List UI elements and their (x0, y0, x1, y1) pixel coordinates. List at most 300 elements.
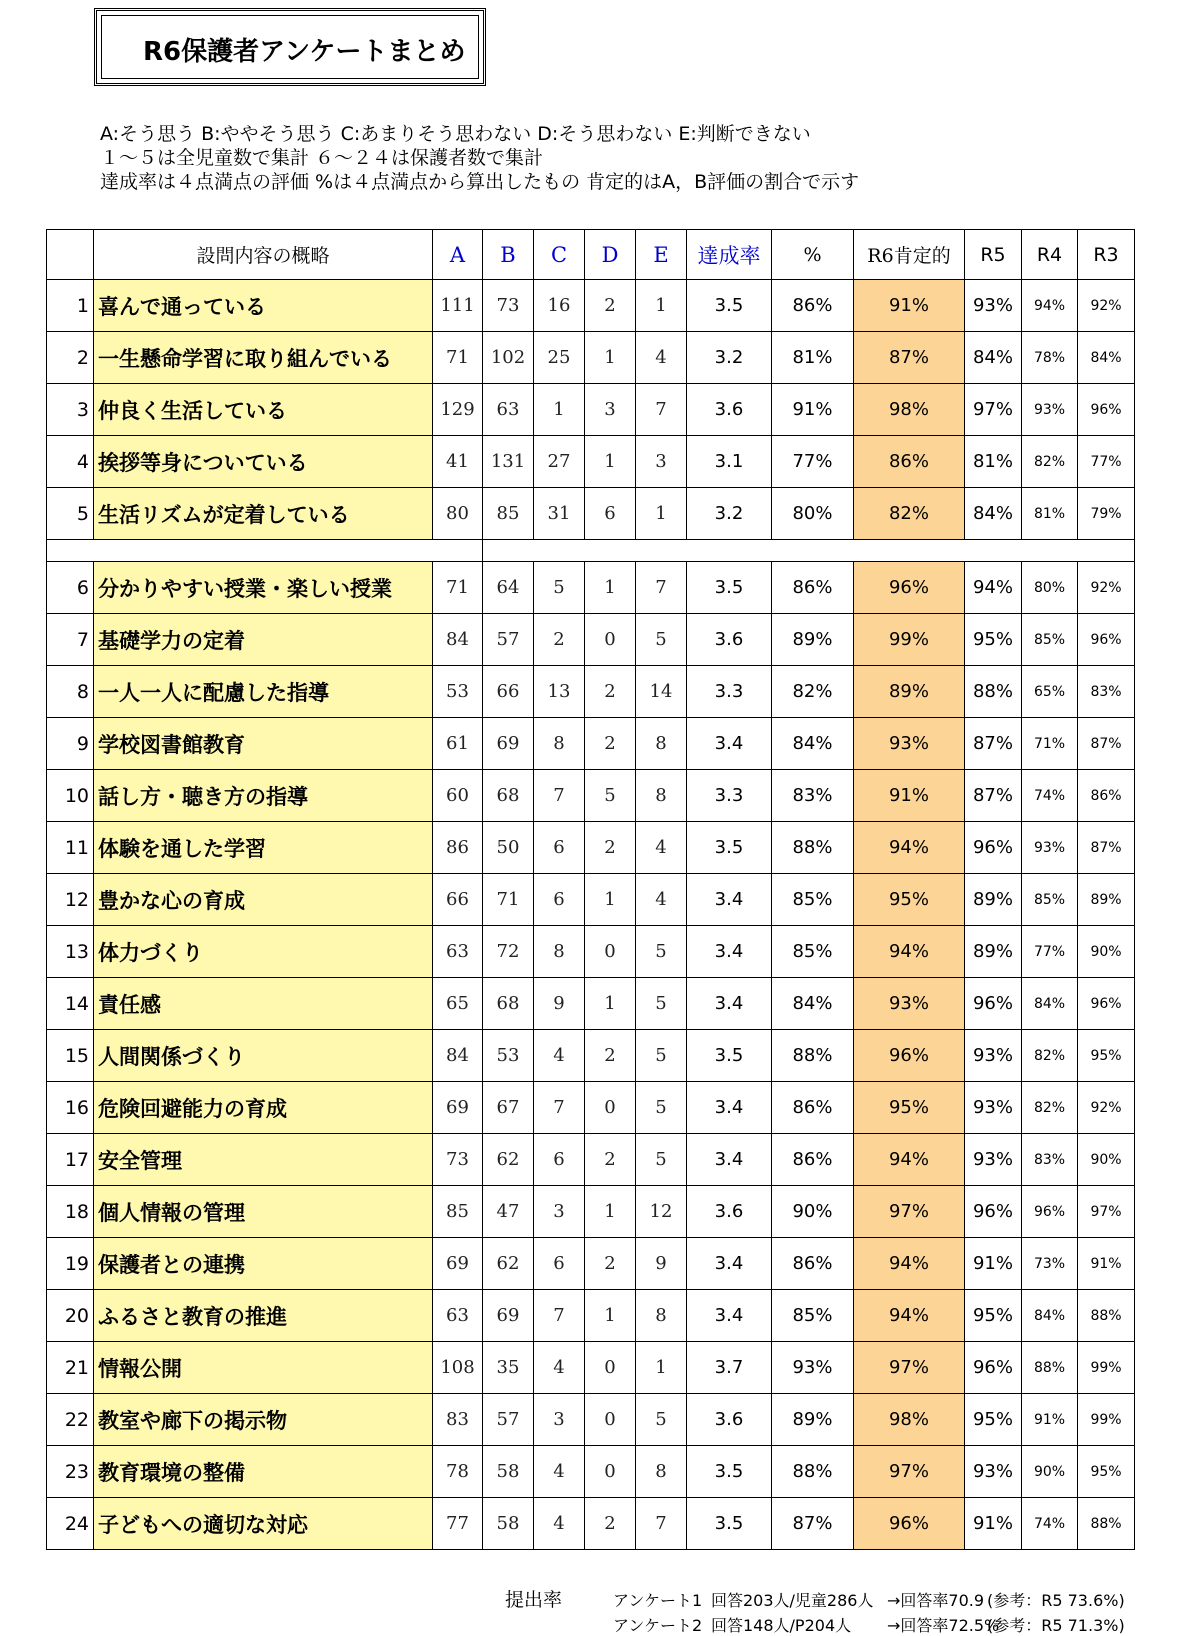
count-e: 1 (636, 1342, 687, 1394)
r5-value: 96% (965, 822, 1022, 874)
r6-positive: 93% (854, 718, 965, 770)
table-row (47, 770, 1135, 822)
count-a: 73 (433, 1134, 483, 1186)
r3-value: 89% (1078, 874, 1135, 926)
row-number: 19 (47, 1238, 94, 1290)
r3-value: 95% (1078, 1030, 1135, 1082)
count-e: 4 (636, 332, 687, 384)
r5-value: 89% (965, 874, 1022, 926)
count-c: 7 (534, 770, 585, 822)
count-e: 8 (636, 1290, 687, 1342)
header-r4: R4 (1022, 230, 1078, 280)
r5-value: 95% (965, 1290, 1022, 1342)
r6-positive: 94% (854, 926, 965, 978)
count-d: 1 (585, 1186, 636, 1238)
r5-value: 96% (965, 978, 1022, 1030)
count-b: 68 (483, 978, 534, 1030)
achievement-score: 3.1 (687, 436, 772, 488)
achievement-score: 3.5 (687, 822, 772, 874)
table-row (47, 822, 1135, 874)
r4-value: 81% (1022, 488, 1078, 540)
gap-body (47, 540, 1135, 562)
count-a: 69 (433, 1238, 483, 1290)
table-row (47, 1186, 1135, 1238)
question-text: 危険回避能力の育成 (94, 1082, 433, 1134)
r4-value: 85% (1022, 614, 1078, 666)
r6-positive: 94% (854, 1290, 965, 1342)
count-a: 41 (433, 436, 483, 488)
title-box (94, 8, 486, 86)
row-number: 12 (47, 874, 94, 926)
percent-score: 82% (772, 666, 854, 718)
count-e: 5 (636, 1082, 687, 1134)
r4-value: 74% (1022, 770, 1078, 822)
header-d: D (585, 230, 636, 280)
count-c: 6 (534, 1238, 585, 1290)
question-text: ふるさと教育の推進 (94, 1290, 433, 1342)
r4-value: 80% (1022, 562, 1078, 614)
row-number: 16 (47, 1082, 94, 1134)
r3-value: 84% (1078, 332, 1135, 384)
r6-positive: 97% (854, 1446, 965, 1498)
achievement-score: 3.2 (687, 488, 772, 540)
achievement-score: 3.7 (687, 1342, 772, 1394)
percent-score: 87% (772, 1498, 854, 1550)
count-a: 63 (433, 926, 483, 978)
r3-value: 90% (1078, 1134, 1135, 1186)
achievement-score: 3.4 (687, 926, 772, 978)
r6-positive: 99% (854, 614, 965, 666)
count-a: 60 (433, 770, 483, 822)
r6-positive: 87% (854, 332, 965, 384)
row-number: 22 (47, 1394, 94, 1446)
r5-value: 89% (965, 926, 1022, 978)
gap-cell (47, 540, 94, 562)
achievement-score: 3.5 (687, 1446, 772, 1498)
percent-score: 81% (772, 332, 854, 384)
percent-score: 88% (772, 1030, 854, 1082)
r4-value: 93% (1022, 822, 1078, 874)
r3-value: 87% (1078, 822, 1135, 874)
achievement-score: 3.4 (687, 1134, 772, 1186)
count-c: 6 (534, 874, 585, 926)
row-number: 17 (47, 1134, 94, 1186)
r6-positive: 95% (854, 874, 965, 926)
count-d: 1 (585, 562, 636, 614)
count-e: 5 (636, 926, 687, 978)
question-text: 人間関係づくり (94, 1030, 433, 1082)
count-d: 2 (585, 718, 636, 770)
r3-value: 99% (1078, 1342, 1135, 1394)
r6-positive: 94% (854, 822, 965, 874)
question-text: 挨拶等身についている (94, 436, 433, 488)
count-b: 53 (483, 1030, 534, 1082)
count-e: 8 (636, 770, 687, 822)
survey1-rate: →回答率70.9 (887, 1591, 985, 1610)
r4-value: 71% (1022, 718, 1078, 770)
achievement-score: 3.6 (687, 384, 772, 436)
survey2-line (613, 1613, 1125, 1636)
percent-score: 85% (772, 874, 854, 926)
count-c: 25 (534, 332, 585, 384)
r5-value: 91% (965, 1498, 1022, 1550)
question-text: 責任感 (94, 978, 433, 1030)
count-b: 62 (483, 1134, 534, 1186)
survey2-responses: 回答148人/P204人 (711, 1616, 852, 1635)
question-text: 基礎学力の定着 (94, 614, 433, 666)
percent-score: 88% (772, 1446, 854, 1498)
r5-value: 87% (965, 770, 1022, 822)
question-text: 教育環境の整備 (94, 1446, 433, 1498)
count-e: 5 (636, 1134, 687, 1186)
r5-value: 94% (965, 562, 1022, 614)
question-text: 生活リズムが定着している (94, 488, 433, 540)
table-row (47, 1082, 1135, 1134)
r4-value: 78% (1022, 332, 1078, 384)
question-text: 話し方・聴き方の指導 (94, 770, 433, 822)
count-c: 5 (534, 562, 585, 614)
r4-value: 82% (1022, 1030, 1078, 1082)
table-row (47, 874, 1135, 926)
count-c: 6 (534, 1134, 585, 1186)
header-no (47, 230, 94, 280)
r5-value: 93% (965, 1446, 1022, 1498)
r5-value: 84% (965, 332, 1022, 384)
r6-positive: 93% (854, 978, 965, 1030)
count-e: 5 (636, 1030, 687, 1082)
question-text: 一生懸命学習に取り組んでいる (94, 332, 433, 384)
r5-value: 84% (965, 488, 1022, 540)
survey1-ref: (参考：R5 73.6%) (987, 1591, 1125, 1610)
count-b: 63 (483, 384, 534, 436)
r4-value: 96% (1022, 1186, 1078, 1238)
count-b: 57 (483, 614, 534, 666)
r6-positive: 97% (854, 1342, 965, 1394)
achievement-score: 3.5 (687, 1498, 772, 1550)
count-d: 0 (585, 1342, 636, 1394)
r3-value: 96% (1078, 614, 1135, 666)
percent-score: 85% (772, 926, 854, 978)
survey1-name: アンケート1 (613, 1591, 703, 1610)
table-row (47, 1238, 1135, 1290)
header-percent: % (772, 230, 854, 280)
r4-value: 93% (1022, 384, 1078, 436)
row-number: 15 (47, 1030, 94, 1082)
r5-value: 95% (965, 1394, 1022, 1446)
table-row (47, 614, 1135, 666)
count-e: 12 (636, 1186, 687, 1238)
percent-score: 83% (772, 770, 854, 822)
count-e: 8 (636, 718, 687, 770)
percent-score: 89% (772, 1394, 854, 1446)
count-d: 2 (585, 1498, 636, 1550)
achievement-score: 3.5 (687, 280, 772, 332)
gap-row (47, 540, 1135, 562)
question-text: 教室や廊下の掲示物 (94, 1394, 433, 1446)
count-a: 71 (433, 332, 483, 384)
r3-value: 87% (1078, 718, 1135, 770)
r4-value: 82% (1022, 1082, 1078, 1134)
count-e: 4 (636, 874, 687, 926)
count-a: 63 (433, 1290, 483, 1342)
count-b: 69 (483, 718, 534, 770)
count-a: 111 (433, 280, 483, 332)
count-b: 57 (483, 1394, 534, 1446)
question-text: 個人情報の管理 (94, 1186, 433, 1238)
count-c: 1 (534, 384, 585, 436)
table-row (47, 666, 1135, 718)
r6-positive: 94% (854, 1134, 965, 1186)
r4-value: 83% (1022, 1134, 1078, 1186)
survey1-responses: 回答203人/児童286人 (711, 1591, 874, 1610)
count-c: 9 (534, 978, 585, 1030)
achievement-score: 3.4 (687, 874, 772, 926)
count-d: 2 (585, 1134, 636, 1186)
table-row (47, 384, 1135, 436)
count-a: 85 (433, 1186, 483, 1238)
count-e: 1 (636, 280, 687, 332)
r4-value: 74% (1022, 1498, 1078, 1550)
count-b: 35 (483, 1342, 534, 1394)
count-b: 69 (483, 1290, 534, 1342)
achievement-score: 3.5 (687, 562, 772, 614)
count-d: 2 (585, 1030, 636, 1082)
question-text: 安全管理 (94, 1134, 433, 1186)
count-c: 16 (534, 280, 585, 332)
count-d: 2 (585, 822, 636, 874)
r5-value: 96% (965, 1186, 1022, 1238)
table-row (47, 978, 1135, 1030)
note-line: A:そう思う B:ややそう思う C:あまりそう思わない D:そう思わない E:判断できない (100, 123, 811, 145)
header-b: B (483, 230, 534, 280)
r3-value: 88% (1078, 1290, 1135, 1342)
achievement-score: 3.3 (687, 770, 772, 822)
count-e: 7 (636, 1498, 687, 1550)
r4-value: 85% (1022, 874, 1078, 926)
count-d: 3 (585, 384, 636, 436)
count-c: 4 (534, 1342, 585, 1394)
percent-score: 89% (772, 614, 854, 666)
r5-value: 95% (965, 614, 1022, 666)
table-row (47, 1394, 1135, 1446)
header-r3: R3 (1078, 230, 1135, 280)
row-number: 21 (47, 1342, 94, 1394)
question-text: 体力づくり (94, 926, 433, 978)
r4-value: 91% (1022, 1394, 1078, 1446)
r3-value: 88% (1078, 1498, 1135, 1550)
count-d: 1 (585, 1290, 636, 1342)
legend-notes (100, 122, 859, 194)
count-a: 108 (433, 1342, 483, 1394)
question-text: 豊かな心の育成 (94, 874, 433, 926)
r6-positive: 96% (854, 562, 965, 614)
percent-score: 85% (772, 1290, 854, 1342)
row-number: 14 (47, 978, 94, 1030)
r4-value: 84% (1022, 1290, 1078, 1342)
r3-value: 92% (1078, 280, 1135, 332)
count-c: 4 (534, 1498, 585, 1550)
r3-value: 95% (1078, 1446, 1135, 1498)
header-r5: R5 (965, 230, 1022, 280)
count-d: 0 (585, 1446, 636, 1498)
count-c: 7 (534, 1082, 585, 1134)
table-row (47, 1446, 1135, 1498)
question-text: 情報公開 (94, 1342, 433, 1394)
table-row (47, 436, 1135, 488)
count-e: 3 (636, 436, 687, 488)
count-b: 68 (483, 770, 534, 822)
count-a: 129 (433, 384, 483, 436)
count-b: 66 (483, 666, 534, 718)
r6-positive: 96% (854, 1030, 965, 1082)
table-row (47, 1342, 1135, 1394)
group1-body (47, 280, 1135, 540)
survey2-rate: →回答率72.5% (887, 1616, 1000, 1635)
percent-score: 86% (772, 1082, 854, 1134)
row-number: 6 (47, 562, 94, 614)
count-a: 80 (433, 488, 483, 540)
count-c: 6 (534, 822, 585, 874)
count-a: 71 (433, 562, 483, 614)
r5-value: 93% (965, 280, 1022, 332)
r5-value: 87% (965, 718, 1022, 770)
count-c: 8 (534, 926, 585, 978)
count-d: 0 (585, 1394, 636, 1446)
count-b: 64 (483, 562, 534, 614)
achievement-score: 3.6 (687, 1394, 772, 1446)
achievement-score: 3.3 (687, 666, 772, 718)
count-a: 53 (433, 666, 483, 718)
table-row (47, 1290, 1135, 1342)
question-text: 仲良く生活している (94, 384, 433, 436)
r6-positive: 95% (854, 1082, 965, 1134)
r3-value: 92% (1078, 562, 1135, 614)
row-number: 9 (47, 718, 94, 770)
r3-value: 99% (1078, 1394, 1135, 1446)
count-d: 2 (585, 1238, 636, 1290)
count-e: 7 (636, 562, 687, 614)
count-a: 66 (433, 874, 483, 926)
r6-positive: 98% (854, 384, 965, 436)
r5-value: 93% (965, 1030, 1022, 1082)
r4-value: 88% (1022, 1342, 1078, 1394)
count-a: 78 (433, 1446, 483, 1498)
achievement-score: 3.4 (687, 718, 772, 770)
count-e: 4 (636, 822, 687, 874)
count-b: 85 (483, 488, 534, 540)
count-d: 0 (585, 1082, 636, 1134)
count-a: 84 (433, 1030, 483, 1082)
note-line: 達成率は４点満点の評価 %は４点満点から算出したもの 肯定的はA，B評価の割合で示す (100, 171, 860, 193)
r3-value: 83% (1078, 666, 1135, 718)
table-row (47, 718, 1135, 770)
count-b: 62 (483, 1238, 534, 1290)
r4-value: 73% (1022, 1238, 1078, 1290)
count-b: 58 (483, 1446, 534, 1498)
achievement-score: 3.4 (687, 1290, 772, 1342)
r3-value: 96% (1078, 978, 1135, 1030)
table-row (47, 1030, 1135, 1082)
count-b: 72 (483, 926, 534, 978)
r6-positive: 98% (854, 1394, 965, 1446)
achievement-score: 3.6 (687, 1186, 772, 1238)
survey1-line (613, 1588, 1125, 1611)
count-d: 0 (585, 614, 636, 666)
count-e: 5 (636, 1394, 687, 1446)
count-d: 1 (585, 978, 636, 1030)
percent-score: 93% (772, 1342, 854, 1394)
question-text: 学校図書館教育 (94, 718, 433, 770)
r3-value: 90% (1078, 926, 1135, 978)
r6-positive: 82% (854, 488, 965, 540)
count-e: 8 (636, 1446, 687, 1498)
row-number: 8 (47, 666, 94, 718)
row-number: 10 (47, 770, 94, 822)
table-row (47, 488, 1135, 540)
r3-value: 79% (1078, 488, 1135, 540)
count-b: 50 (483, 822, 534, 874)
header-achievement: 達成率 (687, 230, 772, 280)
page-title: R6保護者アンケートまとめ (143, 37, 466, 67)
percent-score: 88% (772, 822, 854, 874)
count-e: 9 (636, 1238, 687, 1290)
r6-positive: 96% (854, 1498, 965, 1550)
question-text: 喜んで通っている (94, 280, 433, 332)
count-d: 0 (585, 926, 636, 978)
percent-score: 86% (772, 1238, 854, 1290)
table-row (47, 926, 1135, 978)
achievement-score: 3.4 (687, 1082, 772, 1134)
group2-body (47, 562, 1135, 1550)
question-text: 体験を通した学習 (94, 822, 433, 874)
survey2-name: アンケート2 (613, 1616, 703, 1635)
achievement-score: 3.2 (687, 332, 772, 384)
table-row (47, 332, 1135, 384)
r4-value: 82% (1022, 436, 1078, 488)
r6-positive: 89% (854, 666, 965, 718)
r4-value: 90% (1022, 1446, 1078, 1498)
count-a: 77 (433, 1498, 483, 1550)
count-d: 1 (585, 332, 636, 384)
count-d: 2 (585, 666, 636, 718)
r5-value: 93% (965, 1082, 1022, 1134)
count-b: 71 (483, 874, 534, 926)
row-number: 13 (47, 926, 94, 978)
count-d: 6 (585, 488, 636, 540)
count-e: 1 (636, 488, 687, 540)
row-number: 18 (47, 1186, 94, 1238)
count-a: 86 (433, 822, 483, 874)
percent-score: 86% (772, 280, 854, 332)
header-a: A (433, 230, 483, 280)
count-c: 3 (534, 1186, 585, 1238)
question-text: 一人一人に配慮した指導 (94, 666, 433, 718)
header-e: E (636, 230, 687, 280)
count-e: 5 (636, 978, 687, 1030)
achievement-score: 3.4 (687, 978, 772, 1030)
count-b: 102 (483, 332, 534, 384)
count-c: 27 (534, 436, 585, 488)
count-b: 47 (483, 1186, 534, 1238)
gap-cell (483, 540, 1135, 562)
count-c: 7 (534, 1290, 585, 1342)
r3-value: 77% (1078, 436, 1135, 488)
r6-positive: 94% (854, 1238, 965, 1290)
r3-value: 91% (1078, 1238, 1135, 1290)
question-text: 分かりやすい授業・楽しい授業 (94, 562, 433, 614)
table-row (47, 562, 1135, 614)
count-c: 4 (534, 1030, 585, 1082)
